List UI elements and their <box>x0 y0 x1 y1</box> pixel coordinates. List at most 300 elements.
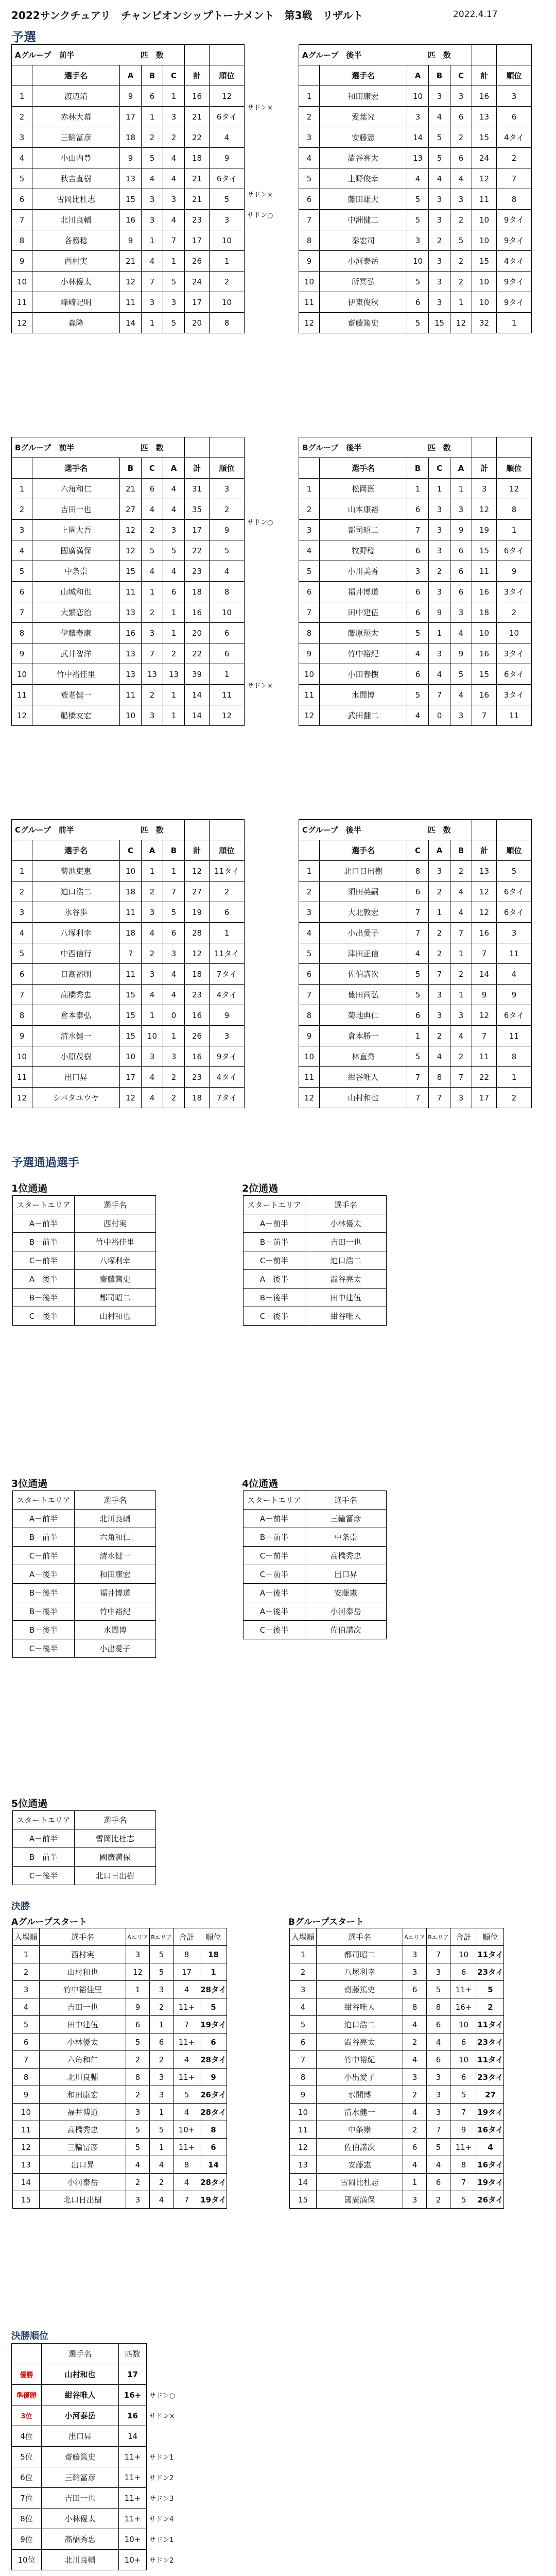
ranking-table-grid <box>11 2343 147 2570</box>
table-cell: 8 <box>290 2069 317 2086</box>
final-heading: 決勝 <box>11 1901 30 1912</box>
table-cell: 4 <box>12 148 32 168</box>
table-cell: 15 <box>13 2191 40 2209</box>
table-cell: 6 <box>407 499 429 520</box>
blank-cell <box>12 65 32 86</box>
table-cell: 24 <box>185 272 210 292</box>
table-cell: 9 <box>120 230 142 251</box>
qualifier-table <box>243 1490 387 1639</box>
table-cell: 1 <box>13 1946 40 1963</box>
table-row <box>299 705 532 726</box>
table-cell: 4 <box>142 168 163 189</box>
table-row <box>244 1528 387 1547</box>
table-row <box>244 1251 387 1270</box>
table-cell: 18 <box>120 882 142 902</box>
player-name: 竹中裕紀 <box>75 1602 156 1621</box>
table-cell: 3 <box>142 292 163 313</box>
table-cell: 12 <box>290 2139 317 2156</box>
table-cell: 39 <box>185 664 210 685</box>
table-cell: 1 <box>142 582 163 602</box>
table-cell: 2 <box>126 2051 150 2069</box>
table-cell: 11タイ <box>477 1946 504 1963</box>
table-cell: 19タイ <box>477 2174 504 2191</box>
col-header: 匹数 <box>119 2344 147 2364</box>
table-cell: 峰崎記明 <box>32 292 120 313</box>
count-label: 匹 数 <box>407 820 472 840</box>
table-cell: 14 <box>185 705 210 726</box>
table-cell: 4 <box>173 1981 200 1998</box>
table-cell: 3 <box>429 499 450 520</box>
table-cell: 4 <box>450 685 472 705</box>
col-header: B <box>163 840 185 861</box>
table-cell: 8 <box>210 313 245 333</box>
ranking-heading: 決勝順位 <box>11 2331 48 2342</box>
table-row <box>12 86 245 107</box>
table-cell: 16 <box>120 623 142 643</box>
table-cell: 6 <box>142 86 163 107</box>
table-cell: 4 <box>429 107 450 127</box>
table-row <box>299 882 532 902</box>
table-cell: 國廣満保 <box>317 2191 403 2209</box>
table-row <box>290 1963 504 1981</box>
table-row <box>12 685 245 705</box>
sudden-note: サドン○ <box>247 519 273 527</box>
col-header: A <box>142 840 163 861</box>
table-cell: 林直秀 <box>320 1046 407 1067</box>
table-row <box>12 1026 245 1046</box>
table-cell: 7タイ <box>210 964 245 985</box>
table-cell: 17 <box>185 520 210 540</box>
table-cell: 10 <box>472 292 497 313</box>
table-cell: 3 <box>210 479 245 499</box>
table-row <box>290 2086 504 2104</box>
table-cell: 8 <box>13 2069 40 2086</box>
table-cell: 14 <box>290 2174 317 2191</box>
table-cell: 2 <box>450 210 472 230</box>
table-cell: 須田英嗣 <box>320 882 407 902</box>
table-cell: 4 <box>407 168 429 189</box>
rank-label: 優勝 <box>12 2364 42 2385</box>
final-header-row <box>290 1928 504 1946</box>
blank-cell <box>299 840 320 861</box>
table-row <box>12 272 245 292</box>
col-header: 合計 <box>450 1928 477 1946</box>
table-cell: 紺谷唯人 <box>317 1998 403 2016</box>
table-cell: 16 <box>472 685 497 705</box>
table-cell: 田中建伍 <box>320 602 407 623</box>
table-cell: 7 <box>450 1067 472 1088</box>
table-row <box>12 643 245 664</box>
table-cell: 倉本泰弘 <box>32 1005 120 1026</box>
player-name: 和田康宏 <box>75 1565 156 1584</box>
table-cell: 18 <box>120 923 142 943</box>
table-cell: 14 <box>120 313 142 333</box>
table-cell: 4 <box>450 168 472 189</box>
table-cell: 11 <box>299 685 320 705</box>
start-area: A－前半 <box>13 1510 75 1528</box>
table-row <box>244 1233 387 1251</box>
table-cell: 3 <box>12 127 32 148</box>
table-cell: 6 <box>407 1005 429 1026</box>
table-cell: 6 <box>497 107 532 127</box>
table-cell: 4 <box>477 2139 504 2156</box>
table-row <box>12 540 245 561</box>
table-cell: 4タイ <box>497 127 532 148</box>
table-row <box>12 189 245 210</box>
table-row <box>299 923 532 943</box>
table-cell: 上野俊幸 <box>320 168 407 189</box>
table-row <box>299 272 532 292</box>
table-row <box>12 985 245 1005</box>
table-cell: 16タイ <box>477 2121 504 2139</box>
table-cell: 4 <box>299 923 320 943</box>
table-cell: 13 <box>142 664 163 685</box>
table-cell: 5 <box>407 964 429 985</box>
table-cell: 12 <box>120 272 142 292</box>
table-cell: 3 <box>150 2086 173 2104</box>
table-cell: 9 <box>450 2121 477 2139</box>
table-cell: 3 <box>142 964 163 985</box>
table-cell: 2 <box>427 2191 450 2209</box>
table-cell: 佐伯講次 <box>317 2139 403 2156</box>
table-cell: 6 <box>403 1981 427 1998</box>
table-cell: 6 <box>142 479 163 499</box>
table-cell: 6 <box>407 540 429 561</box>
table-cell: 西村実 <box>40 1946 126 1963</box>
table-cell: 3タイ <box>497 643 532 664</box>
table-cell: 11タイ <box>477 2051 504 2069</box>
table-row <box>13 1251 156 1270</box>
table-cell: 4 <box>142 1088 163 1108</box>
sudden-note: サドン1 <box>149 2454 174 2462</box>
sudden-note: サドン○ <box>149 2392 176 2400</box>
table-cell: 5 <box>13 2016 40 2033</box>
table-cell: 5 <box>12 561 32 582</box>
table-cell: 6 <box>200 2033 227 2051</box>
col-header: 選手名 <box>75 1196 156 1214</box>
table-cell: 3 <box>450 86 472 107</box>
table-row <box>12 602 245 623</box>
table-cell: 2 <box>142 882 163 902</box>
table-cell: 10 <box>210 230 245 251</box>
col-header: 順位 <box>497 840 532 861</box>
table-cell: 13 <box>120 643 142 664</box>
table-cell: 和田康宏 <box>40 2086 126 2104</box>
col-header: 計 <box>185 840 210 861</box>
table-cell: 4 <box>299 148 320 168</box>
table-cell: 13 <box>120 664 142 685</box>
col-header: 選手名 <box>32 840 120 861</box>
table-cell: 7 <box>12 602 32 623</box>
table-cell: 18 <box>472 602 497 623</box>
table-cell: 1 <box>142 1005 163 1026</box>
table-cell: 4 <box>299 540 320 561</box>
ranking-header-row <box>12 2344 147 2364</box>
table-cell: 11 <box>120 685 142 705</box>
table-cell: 7 <box>173 2016 200 2033</box>
table-cell: 11 <box>299 1067 320 1088</box>
blank-cell <box>12 458 32 479</box>
catch-count: 16 <box>119 2405 147 2426</box>
player-name: 齋藤篤史 <box>75 1270 156 1289</box>
table-row <box>13 1584 156 1602</box>
table-cell: 8 <box>429 1067 450 1088</box>
group-title: Bグループ 後半 <box>299 437 407 458</box>
group-table <box>11 819 245 1108</box>
table-row <box>299 107 532 127</box>
table-row <box>12 520 245 540</box>
table-cell: 中条崇 <box>317 2121 403 2139</box>
table-cell: 1 <box>429 479 450 499</box>
table-cell: 3 <box>403 1946 427 1963</box>
table-cell: 8 <box>299 230 320 251</box>
catch-count: 14 <box>119 2426 147 2447</box>
table-cell: 32 <box>472 313 497 333</box>
table-cell: 7 <box>497 168 532 189</box>
table-cell: 2 <box>150 2051 173 2069</box>
table-cell: 迫口浩二 <box>32 882 120 902</box>
player-name: 紺谷唯人 <box>42 2385 119 2405</box>
table-cell: 7 <box>429 964 450 985</box>
col-header: C <box>450 65 472 86</box>
table-row <box>12 230 245 251</box>
table-cell: 9 <box>13 2086 40 2104</box>
table-row <box>299 168 532 189</box>
col-header: 選手名 <box>305 1491 387 1510</box>
table-cell: 3 <box>126 2104 150 2121</box>
table-row <box>12 964 245 985</box>
blank-cell <box>185 820 210 840</box>
table-cell: 5 <box>299 168 320 189</box>
table-cell: 1 <box>299 479 320 499</box>
table-cell: 10 <box>472 623 497 643</box>
table-cell: 1 <box>299 86 320 107</box>
table-cell: 27 <box>477 2086 504 2104</box>
table-cell: 紺谷唯人 <box>320 1067 407 1088</box>
table-cell: 6 <box>299 189 320 210</box>
blank-cell <box>210 45 245 65</box>
player-name: 安藤憲 <box>305 1584 387 1602</box>
col-header: 順位 <box>497 65 532 86</box>
table-cell: 7 <box>12 985 32 1005</box>
table-cell: 武田翻二 <box>320 705 407 726</box>
table-row <box>12 499 245 520</box>
player-name: 西村実 <box>75 1214 156 1233</box>
table-cell: 5 <box>407 623 429 643</box>
table-row <box>12 1005 245 1026</box>
table-row <box>290 1946 504 1963</box>
qualifier-heading: 予選通過選手 <box>11 1157 80 1170</box>
col-header: A <box>450 458 472 479</box>
player-name: 紺谷唯人 <box>305 1307 387 1326</box>
table-cell: 2 <box>126 2086 150 2104</box>
table-cell: 小林優太 <box>32 272 120 292</box>
table-row <box>299 1046 532 1067</box>
table-cell: 5 <box>210 189 245 210</box>
table-cell: 5 <box>142 540 163 561</box>
table-cell: 4 <box>173 2104 200 2121</box>
table-cell: 6 <box>403 2139 427 2156</box>
table-row <box>13 1602 156 1621</box>
table-cell: 2 <box>163 1088 185 1108</box>
table-cell: 26 <box>185 1026 210 1046</box>
table-cell: 3 <box>142 902 163 923</box>
col-header: Bエリア <box>150 1928 173 1946</box>
table-cell: 3 <box>429 861 450 882</box>
table-cell: 3 <box>210 210 245 230</box>
table-row <box>12 664 245 685</box>
col-header: 選手名 <box>320 840 407 861</box>
table-cell: 11タイ <box>477 2016 504 2033</box>
table-cell: 3 <box>429 643 450 664</box>
table-cell: 16 <box>472 643 497 664</box>
table-cell: 15 <box>472 127 497 148</box>
table-cell: 2 <box>429 1026 450 1046</box>
table-row <box>299 189 532 210</box>
table-cell: 澁谷亮太 <box>317 2033 403 2051</box>
col-header: Aエリア <box>403 1928 427 1946</box>
table-cell: 7 <box>407 1067 429 1088</box>
table-cell: 8 <box>450 2156 477 2174</box>
table-cell: 4 <box>427 2156 450 2174</box>
table-cell: 4 <box>142 251 163 272</box>
table-row <box>299 561 532 582</box>
table-row <box>12 561 245 582</box>
table-cell: 3 <box>142 705 163 726</box>
table-cell: 山本康裕 <box>320 499 407 520</box>
table-cell: 3 <box>429 189 450 210</box>
start-area: B－後半 <box>13 1584 75 1602</box>
table-cell: 18 <box>200 1946 227 1963</box>
table-cell: 9 <box>12 251 32 272</box>
final-group-title: Bグループスタート <box>288 1917 364 1927</box>
table-cell: 11 <box>12 685 32 705</box>
start-area: B－後半 <box>13 1602 75 1621</box>
table-cell: 1 <box>150 2016 173 2033</box>
start-area: B－後半 <box>13 1621 75 1639</box>
table-cell: 出口昇 <box>32 1067 120 1088</box>
player-name: 小出愛子 <box>75 1639 156 1658</box>
col-header: 選手名 <box>320 458 407 479</box>
table-cell: 1 <box>407 479 429 499</box>
player-name: 北口日出樹 <box>75 1867 156 1885</box>
catch-count: 11+ <box>119 2509 147 2529</box>
table-row <box>290 2191 504 2209</box>
table-cell: 武井智洋 <box>32 643 120 664</box>
col-header: C <box>142 458 163 479</box>
table-cell: 9タイ <box>497 210 532 230</box>
table-cell: 1 <box>450 985 472 1005</box>
table-cell: 3 <box>429 210 450 230</box>
table-cell: 26タイ <box>477 2191 504 2209</box>
qualifier-title: 5位通過 <box>11 1798 48 1809</box>
table-cell: 藤原翔太 <box>320 623 407 643</box>
group-title: Aグループ 前半 <box>12 45 120 65</box>
col-header: 合計 <box>173 1928 200 1946</box>
table-cell: 大繁恋治 <box>32 602 120 623</box>
table-cell: 4 <box>150 2156 173 2174</box>
table-cell: 11+ <box>173 1998 200 2016</box>
table-row <box>13 2139 227 2156</box>
start-area: A－前半 <box>244 1510 305 1528</box>
table-cell: 12 <box>450 313 472 333</box>
table-cell: 6 <box>12 964 32 985</box>
table-cell: 9 <box>12 1026 32 1046</box>
rank-label: 7位 <box>12 2488 42 2509</box>
col-header: Bエリア <box>427 1928 450 1946</box>
table-cell: 10 <box>12 664 32 685</box>
group-table <box>299 437 532 726</box>
table-cell: 8 <box>12 1005 32 1026</box>
table-cell: 15 <box>120 561 142 582</box>
table-cell: 16 <box>120 210 142 230</box>
table-cell: 5 <box>290 2016 317 2033</box>
start-area: A－前半 <box>13 1214 75 1233</box>
table-cell: 4 <box>403 2016 427 2033</box>
table-cell: 9 <box>450 520 472 540</box>
table-row <box>12 292 245 313</box>
table-cell: 2 <box>126 2174 150 2191</box>
table-row <box>12 107 245 127</box>
page-title: 2022サンクチュアリ チャンピオンシップトーナメント 第3戦 リザルト <box>11 9 363 22</box>
table-cell: 7 <box>407 902 429 923</box>
table-cell: 15 <box>120 1005 142 1026</box>
table-cell: 安藤憲 <box>320 127 407 148</box>
col-header: B <box>429 65 450 86</box>
table-cell: 4 <box>163 985 185 1005</box>
table-cell: 9 <box>210 1005 245 1026</box>
table-row <box>13 1848 156 1867</box>
table-cell: 1 <box>429 623 450 643</box>
table-row <box>299 1005 532 1026</box>
table-cell: 28タイ <box>200 2104 227 2121</box>
table-cell: 6 <box>299 582 320 602</box>
table-cell: 2 <box>429 923 450 943</box>
start-area: C－後半 <box>244 1621 305 1639</box>
table-cell: 26 <box>185 251 210 272</box>
start-area: A－後半 <box>13 1270 75 1289</box>
table-cell: 2 <box>429 561 450 582</box>
table-cell: 7 <box>142 643 163 664</box>
table-cell: 22 <box>185 643 210 664</box>
table-cell: 12 <box>13 2139 40 2156</box>
table-cell: 2 <box>403 2086 427 2104</box>
table-cell: 3 <box>407 107 429 127</box>
table-cell: 10 <box>472 230 497 251</box>
table-row <box>244 1547 387 1565</box>
table-cell: 15 <box>472 540 497 561</box>
table-cell: 4 <box>450 902 472 923</box>
table-row <box>12 2447 147 2467</box>
table-cell: 小田春樹 <box>320 664 407 685</box>
table-cell: 1 <box>290 1946 317 1963</box>
table-cell: 16 <box>185 1046 210 1067</box>
table-cell: 4 <box>150 2191 173 2209</box>
table-cell: 6 <box>450 2033 477 2051</box>
table-cell: 11 <box>472 189 497 210</box>
table-cell: 7 <box>429 685 450 705</box>
table-cell: 5 <box>150 1963 173 1981</box>
table-cell: 三輪冨彦 <box>32 127 120 148</box>
player-name: 六角和仁 <box>75 1528 156 1547</box>
table-cell: 21 <box>185 107 210 127</box>
table-row <box>13 1565 156 1584</box>
table-cell: 1 <box>12 479 32 499</box>
table-row <box>299 479 532 499</box>
table-row <box>12 943 245 964</box>
start-area: C－後半 <box>13 1307 75 1326</box>
table-cell: 16 <box>472 582 497 602</box>
